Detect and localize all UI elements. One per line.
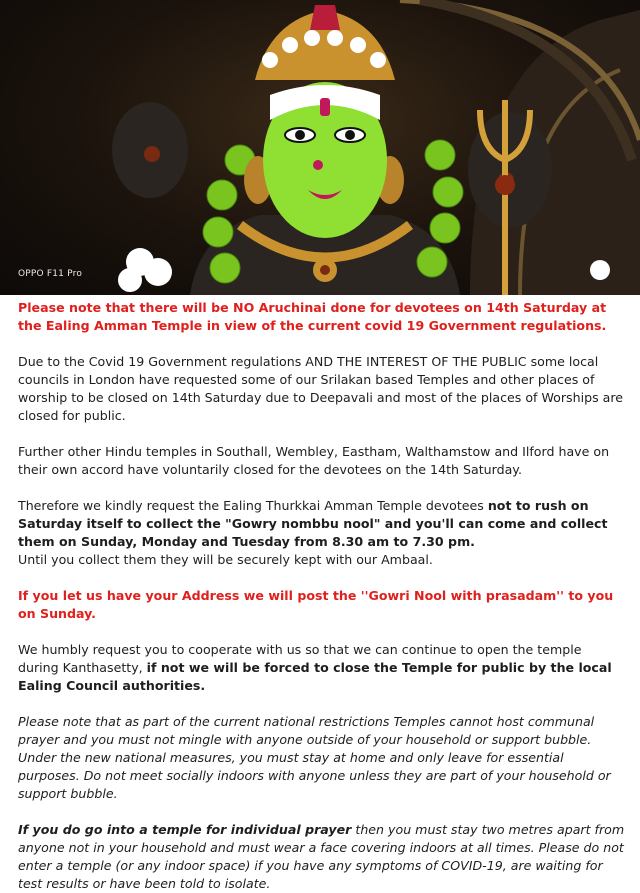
paragraph-collection-request [18,497,626,569]
collection-times: not to rush on Saturday itself to collect the "Gowry nombbu nool" and you'll can come and collect them on Sunday, Monday and Tuesday from 8.30 am to 7.30 pm. [18,498,608,549]
paragraph-restrictions: Please note that as part of the current national restrictions Temples cannot host communal prayer and you must not mingle with anyone outside of your household or support bubble. Under the new national measures, you must stay at home and only leave for essential purposes. Do not meet socially indoors with anyone unless they are part of your household or support bubble. [18,714,611,801]
notice-body [0,295,640,893]
deity-photo [0,0,640,295]
collection-lead: Therefore we kindly request the Ealing Thurkkai Amman Temple devotees [18,498,488,513]
headline: Please note that there will be NO Aruchinai done for devotees on 14th Saturday at the Ealing Amman Temple in view of the current covid 19 Government regulations. [18,300,607,333]
collection-tail: Until you collect them they will be securely kept with our Ambaal. [18,552,433,567]
paragraph-cooperation [18,641,626,695]
address-note: If you let us have your Address we will post the ''Gowri Nool with prasadam'' to you on Sunday. [18,588,614,621]
prayer-rest: then you must stay two metres apart from anyone not in your household and must wear a face covering indoors at all times. Please do not enter a temple (or any indoor space) if you have any symptoms of COVID-19, are waiting for test results or have been told to isolate. [18,822,625,891]
paragraph-covid-regulations: Due to the Covid 19 Government regulations AND THE INTEREST OF THE PUBLIC some local councils in London have requested some of our Srilakan based Temples and other places of worship to be closed on 14th Saturday due to Deepavali and most of the places of Worships are closed for public. [18,354,624,423]
paragraph-individual-prayer [18,821,626,893]
amman-deity-image [0,0,640,295]
paragraph-other-temples: Further other Hindu temples in Southall, Wembley, Eastham, Walthamstow and Ilford have on their own accord have voluntarily closed for the devotees on the 14th Saturday. [18,444,610,477]
camera-watermark: OPPO F11 Pro [18,269,83,279]
cooperation-lead: We humbly request you to cooperate with us so that we can continue to open the temple during Kanthasetty, [18,642,582,675]
cooperation-warning: if not we will be forced to close the Temple for public by the local Ealing Council authorities. [18,660,612,693]
prayer-lead: If you do go into a temple for individual prayer [18,822,352,837]
